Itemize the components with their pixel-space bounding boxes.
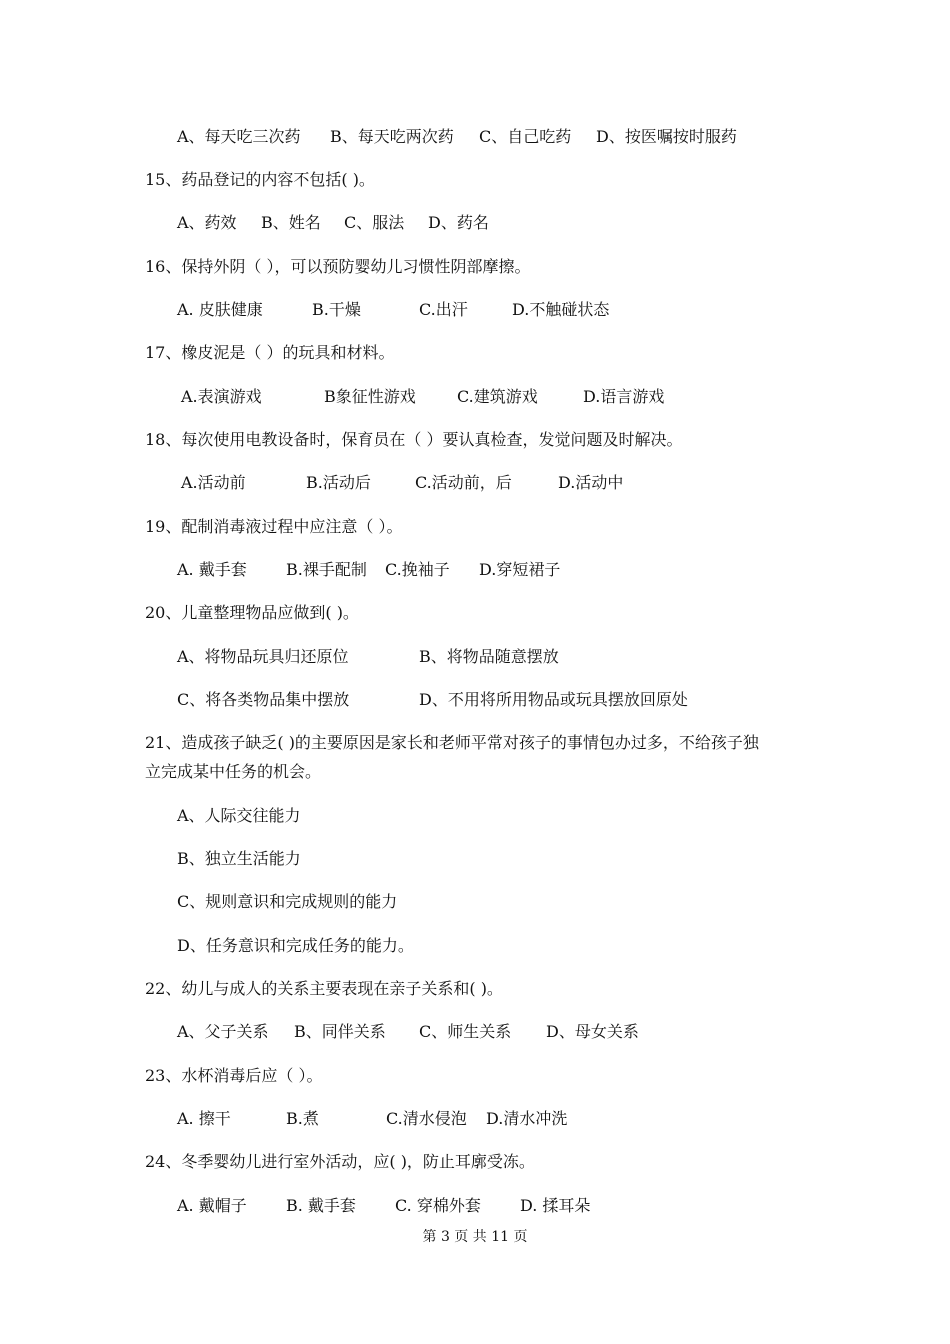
question-20: 20、儿童整理物品应做到( )。 [145,603,359,622]
option-d: D、母女关系 [546,1022,639,1041]
option-d: D、药名 [428,213,489,232]
option-c: C、师生关系 [419,1022,512,1041]
option-b: B.活动后 [306,473,371,492]
option-a: A. 皮肤健康 [177,300,263,319]
question-21: 21、造成孩子缺乏( )的主要原因是家长和老师平常对孩子的事情包办过多，不给孩子独 [145,733,759,752]
option-c: C.清水侵泡 [386,1109,467,1128]
question-23: 23、水杯消毒后应（ ）。 [145,1066,323,1085]
option-d: D.穿短裙子 [479,560,561,579]
option-d: D、任务意识和完成任务的能力。 [177,936,414,955]
option-a: A. 戴手套 [177,560,247,579]
option-c: C、自己吃药 [479,127,572,146]
option-d: D.清水冲洗 [486,1109,568,1128]
question-21-continued: 立完成某中任务的机会。 [145,762,322,781]
option-c: C.挽袖子 [385,560,450,579]
question-18: 18、每次使用电教设备时，保育员在（ ）要认真检查，发觉问题及时解决。 [145,430,683,449]
option-c: C、服法 [344,213,405,232]
question-22: 22、幼儿与成人的关系主要表现在亲子关系和( )。 [145,979,503,998]
question-15: 15、药品登记的内容不包括( )。 [145,170,375,189]
option-d: D、不用将所用物品或玩具摆放回原处 [419,690,688,709]
option-c: C.建筑游戏 [457,387,538,406]
question-24: 24、冬季婴幼儿进行室外活动，应( )，防止耳廓受冻。 [145,1152,535,1171]
option-a: A、每天吃三次药 [177,127,301,146]
page-number: 第 3 页 共 11 页 [422,1229,528,1245]
question-16: 16、保持外阴（ ），可以预防婴幼儿习惯性阴部摩擦。 [145,257,531,276]
option-b: B、将物品随意摆放 [419,647,559,666]
option-a: A.活动前 [181,473,246,492]
option-a: A. 擦干 [177,1109,231,1128]
option-b: B. 戴手套 [286,1196,356,1215]
option-d: D.不触碰状态 [512,300,610,319]
option-a: A、药效 [177,213,237,232]
option-d: D.活动中 [558,473,624,492]
question-19: 19、配制消毒液过程中应注意（ ）。 [145,517,403,536]
option-b: B、姓名 [261,213,321,232]
option-a: A、将物品玩具归还原位 [177,647,349,666]
option-b: B象征性游戏 [324,387,416,406]
option-c: C. 穿棉外套 [395,1196,481,1215]
option-a: A.表演游戏 [181,387,262,406]
option-c: C.活动前，后 [415,473,512,492]
option-a: A、人际交往能力 [177,806,301,825]
option-b: B、独立生活能力 [177,849,301,868]
option-d: D.语言游戏 [583,387,665,406]
option-b: B.裸手配制 [286,560,367,579]
question-17: 17、橡皮泥是（ ）的玩具和材料。 [145,343,395,362]
option-b: B、每天吃两次药 [330,127,454,146]
option-b: B.煮 [286,1109,319,1128]
option-d: D. 揉耳朵 [520,1196,591,1215]
option-b: B、同伴关系 [294,1022,386,1041]
option-a: A. 戴帽子 [177,1196,247,1215]
option-c: C、将各类物品集中摆放 [177,690,350,709]
option-d: D、按医嘱按时服药 [596,127,737,146]
option-c: C、规则意识和完成规则的能力 [177,892,398,911]
option-a: A、父子关系 [177,1022,269,1041]
option-b: B.干燥 [312,300,361,319]
option-c: C.出汗 [419,300,468,319]
